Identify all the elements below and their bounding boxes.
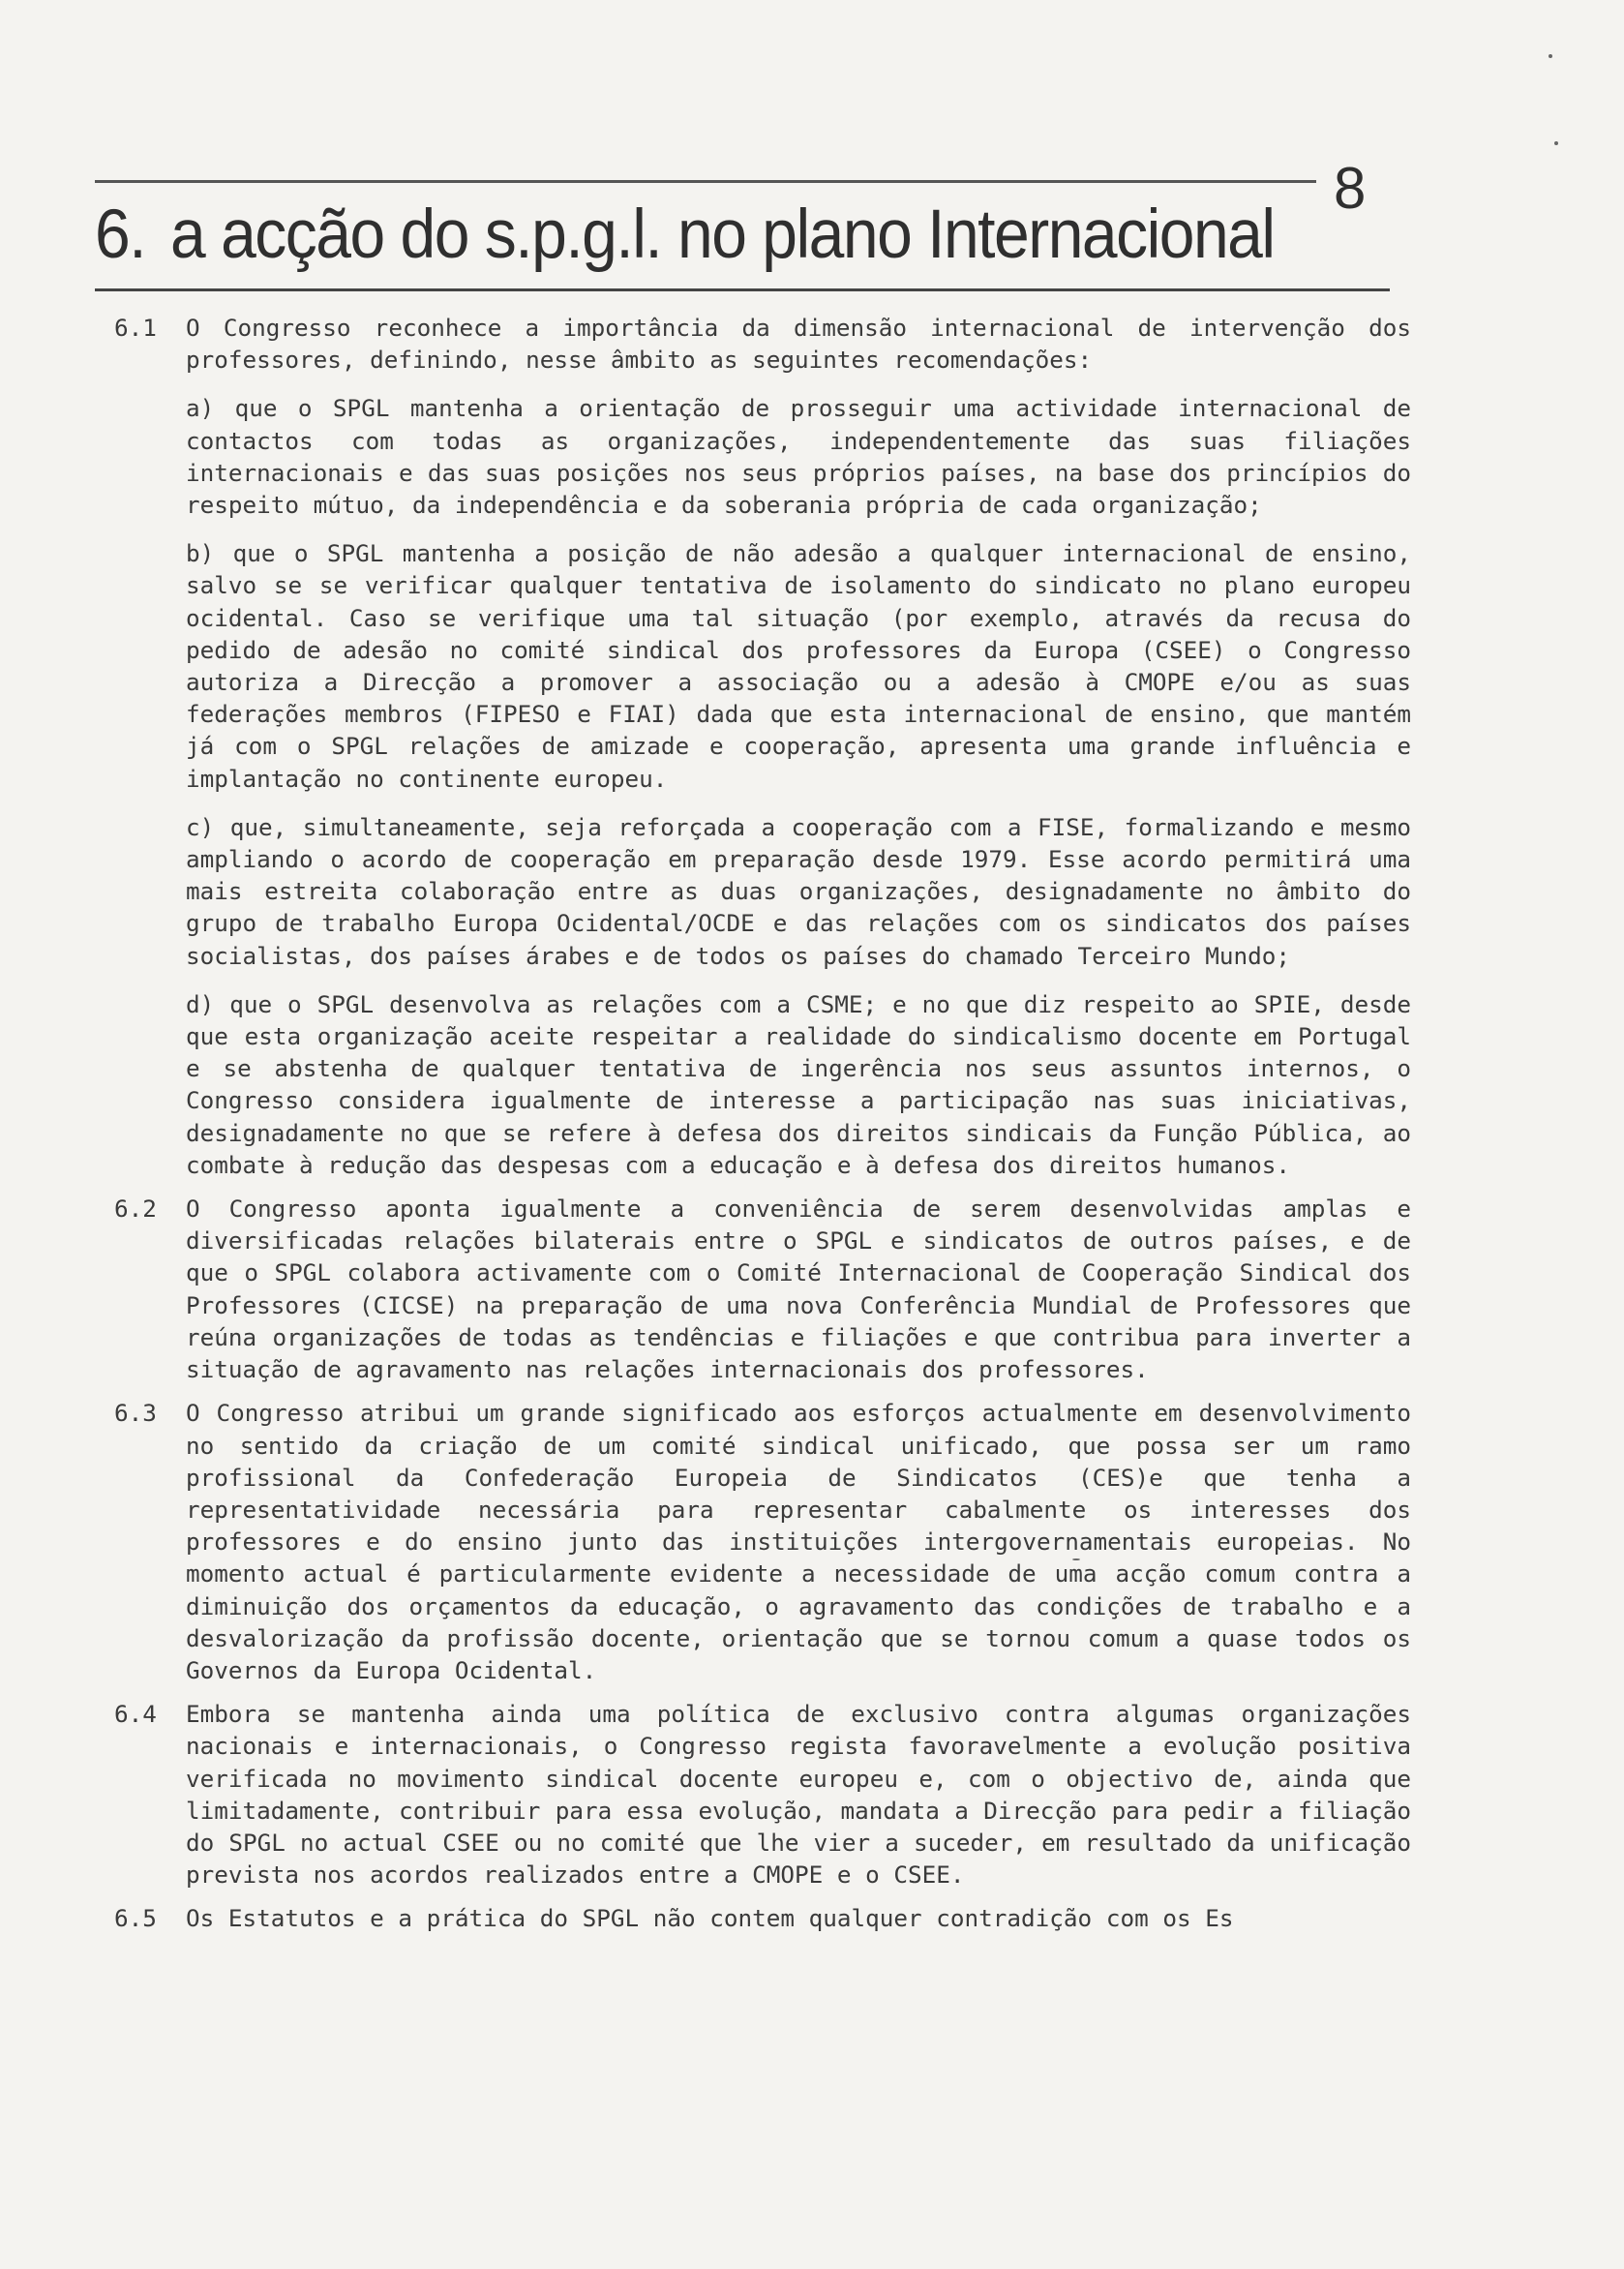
section-paragraph: Os Estatutos e a prática do SPGL não contem qualquer contradição com os Es [186, 1904, 1234, 1933]
section-paragraph: O Congresso aponta igualmente a conveniência de serem desenvolvidas amplas e diversificadas relações bilaterais entre o SPGL e sindicatos de outros países, e de que o SPGL colabora activamente com o Comité Internacional de Cooperação Sindical dos Professores (CICSE) na preparação de uma nova Conferência Mundial de Professores que reúna organizações de todas as tendências e filiações e que contribua para inverter a situação de agravamento nas relações internacionais dos professores. [186, 1195, 1411, 1384]
recommendation-c: c) que, simultaneamente, seja reforçada a cooperação com a FISE, formalizando e mesmo ampliando o acordo de cooperação em preparação desde 1979. Esse acordo permitirá uma mais estreita colaboração entre as duas organizações, designadamente no âmbito do grupo de trabalho Europa Ocidental/OCDE e das relações com os sindicatos dos países socialistas, dos países árabes e de todos os países do chamado Terceiro Mundo; [186, 812, 1411, 970]
section-number: 6.3 [114, 1399, 157, 1428]
chapter-number: 6. [95, 195, 146, 272]
header-top-rule [95, 180, 1316, 183]
recommendation-d: d) que o SPGL desenvolva as relações com a CSME; e no que diz respeito ao SPIE, desde que esta organização aceite respeitar a realidade do sindicalismo docente em Portugal e se abstenha de qualquer tentativa de ingerência nos seus assuntos internos, o Congresso considera igualmente de interesse a participação nas suas iniciativas, designadamente no que se refere à defesa dos direitos sindicais da Função Pública, ao combate à redução das despesas com a educação e à defesa dos direitos humanos. [186, 989, 1411, 1179]
recommendation-b: b) que o SPGL mantenha a posição de não adesão a qualquer internacional de ensino, salvo se se verificar qualquer tentativa de isolamento do sindicato no plano europeu ocidental. Caso se verifique uma tal situação (por exemplo, através da recusa do pedido de adesão no comité sindical dos professores da Europa (CSEE) o Congresso autoriza a Direcção a promover a associação ou a adesão à CMOPE e/ou as suas federações membros (FIPESO e FIAI) dada que esta internacional de ensino, que mantém já com o SPGL relações de amizade e cooperação, apresenta uma grande influência e implantação no continente europeu. [186, 539, 1411, 793]
recommendation-a: a) que o SPGL mantenha a orientação de prosseguir uma actividade internacional de contactos com todas as organizações, independentemente das suas filiações internacionais e das suas posições nos seus próprios países, na base dos princípios do respeito mútuo, da independência e da soberania própria de cada organização; [186, 394, 1411, 520]
section-paragraph: O Congresso atribui um grande significado aos esforços actualmente em desenvolvimento no sentido da criação de um comité sindical unificado, que possa ser um ramo profissional da Confederação Europeia de Sindicatos (CES)e que tenha a representatividade necessária para representar cabalmente os interesses dos professores e do ensino junto das instituições intergovernamentais europeias. No momento actual é particularmente evidente a necessidade de uma acção comum contra a diminuição dos orçamentos da educação, o agravamento das condições de trabalho e a desvalorização da profissão docente, orientação que se tornou comum a quase todos os Governos da Europa Ocidental. [186, 1399, 1411, 1684]
section-intro: O Congresso reconhece a importância da dimensão internacional de intervenção dos professores, definindo, nesse âmbito as seguintes recomendações: [186, 314, 1411, 375]
body-text [114, 312, 1411, 1935]
page-number: 8 [1334, 156, 1367, 221]
section-number: 6.2 [114, 1195, 157, 1224]
section-6-4 [114, 1698, 1411, 1891]
chapter-title-text: a acção do s.p.g.l. no plano Internacional [170, 195, 1275, 272]
section-number: 6.5 [114, 1904, 157, 1933]
section-number: 6.1 [114, 314, 157, 342]
section-6-3 [114, 1397, 1411, 1686]
section-paragraph: Embora se mantenha ainda uma política de exclusivo contra algumas organizações nacionais e internacionais, o Congresso regista favoravelmente a evolução positiva verificada no movimento sindical docente europeu e, com o objectivo de, ainda que limitadamente, contribuir para essa evolução, mandata a Direcção para pedir a filiação do SPGL no actual CSEE ou no comité que lhe vier a suceder, em resultado da unificação prevista nos acordos realizados entre a CMOPE e o CSEE. [186, 1700, 1411, 1890]
header-bottom-rule [95, 288, 1390, 291]
paper-speck [1554, 141, 1558, 145]
section-6-1 [114, 312, 1411, 1181]
section-number: 6.4 [114, 1700, 157, 1729]
chapter-title [95, 194, 1275, 273]
paper-speck [1549, 54, 1552, 58]
section-6-2 [114, 1193, 1411, 1385]
section-6-5 [114, 1902, 1411, 1934]
